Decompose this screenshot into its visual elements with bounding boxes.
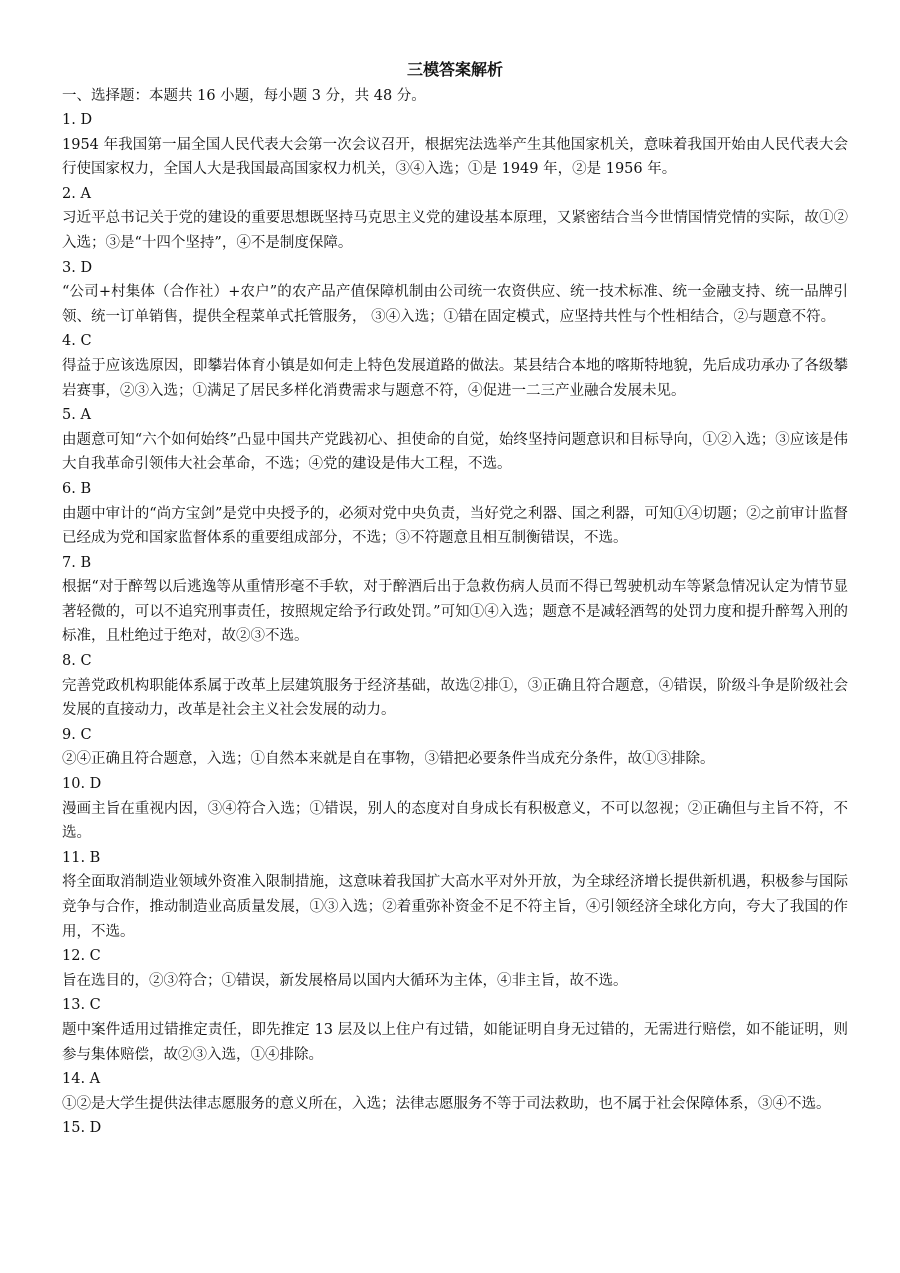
question-explanation: 习近平总书记关于党的建设的重要思想既坚持马克思主义党的建设基本原理，又紧密结合当今世情国情党情的实际，故①②入选；③是“十四个坚持”，④不是制度保障。 xyxy=(62,210,848,251)
question-explanation: 完善党政机构职能体系属于改革上层建筑服务于经济基础，故选②排①，③正确且符合题意，④错误，阶级斗争是阶级社会发展的直接动力，改革是社会主义社会发展的动力。 xyxy=(62,677,848,719)
question-explanation: 由题意可知“六个如何始终”凸显中国共产党践初心、担使命的自觉，始终坚持问题意识和目标导向，①②入选；③应该是伟大自我革命引领伟大社会革命，不选；④党的建设是伟大工程，不选。 xyxy=(62,431,848,473)
question-explanation: “公司+村集体（合作社）+农户”的农产品产值保障机制由公司统一农资供应、统一技术标准、统一金融支持、统一品牌引领、统一订单销售，提供全程菜单式托管服务， ③④入选；①错在固定模式，应坚持共性与个性相结合，②与题意不符。 xyxy=(62,284,848,325)
question-explanation: 漫画主旨在重视内因，③④符合入选；①错误，别人的态度对自身成长有积极意义，不可以忽视；②正确但与主旨不符，不选。 xyxy=(62,800,848,842)
question-number: 11. B xyxy=(62,849,101,866)
question-item xyxy=(62,723,848,772)
question-number: 2. A xyxy=(62,185,91,202)
question-number: 15. D xyxy=(62,1120,102,1137)
question-item xyxy=(62,846,848,944)
question-number: 1. D xyxy=(62,112,93,128)
question-number: 5. A xyxy=(62,407,91,424)
question-item xyxy=(62,182,848,256)
question-explanation: ①②是大学生提供法律志愿服务的意义所在，入选；法律志愿服务不等于司法救助，也不属于社会保障体系，③④不选。 xyxy=(62,1095,831,1112)
question-explanation: 旨在选目的，②③符合；①错误，新发展格局以国内大循环为主体，④非主旨，故不选。 xyxy=(62,972,628,989)
question-item xyxy=(62,329,848,403)
section-heading: 一、选择题：本题共 16 小题，每小题 3 分，共 48 分。 xyxy=(62,88,426,104)
question-explanation: 将全面取消制造业领域外资准入限制措施，这意味着我国扩大高水平对外开放，为全球经济增长提供新机遇，积极参与国际竞争与合作，推动制造业高质量发展，①③入选；②着重弥补资金不足不符主旨，④引领经济全球化方向，夸大了我国的作用，不选。 xyxy=(62,874,848,940)
question-explanation: 得益于应该选原因，即攀岩体育小镇是如何走上特色发展道路的做法。某县结合本地的喀斯特地貌，先后成功承办了各级攀岩赛事，②③入选；①满足了居民多样化消费需求与题意不符，④促进一二三产业融合发展未见。 xyxy=(62,357,848,399)
page-title: 三模答案解析 xyxy=(406,60,503,79)
question-number: 10. D xyxy=(62,776,102,793)
question-number: 8. C xyxy=(62,653,92,670)
question-item xyxy=(62,551,848,649)
question-number: 7. B xyxy=(62,554,92,571)
answer-document xyxy=(62,58,848,1141)
question-explanation: 1954 年我国第一届全国人民代表大会第一次会议召开，根据宪法选举产生其他国家机关，意味着我国开始由人民代表大会行使国家权力，全国人大是我国最高国家权力机关，③④入选；①是 1949 年，②是 1956 年。 xyxy=(62,136,848,178)
question-number: 12. C xyxy=(62,948,101,965)
question-explanation: 题中案件适用过错推定责任，即先推定 13 层及以上住户有过错，如能证明自身无过错的，无需进行赔偿，如不能证明，则参与集体赔偿，故②③入选，①④排除。 xyxy=(62,1021,848,1063)
question-item xyxy=(62,944,848,993)
question-item xyxy=(62,993,848,1067)
question-item xyxy=(62,1067,848,1116)
question-explanation: 根据“对于醉驾以后逃逸等从重情形毫不手软，对于醉酒后出于急救伤病人员而不得已驾驶机动车等紧急情况认定为情节显著轻微的，可以不追究刑事责任，按照规定给予行政处罚。”可知①④入选；题意不是减轻酒驾的处罚力度和提升醉驾入刑的标准，且杜绝过于绝对，故②③不选。 xyxy=(62,579,848,645)
question-item xyxy=(62,649,848,723)
question-item xyxy=(62,772,848,846)
question-number: 3. D xyxy=(62,259,93,276)
question-item xyxy=(62,108,848,182)
question-explanation: 由题中审计的“尚方宝剑”是党中央授予的，必须对党中央负责，当好党之利器、国之利器，可知①④切题；②之前审计监督已经成为党和国家监督体系的重要组成部分，不选；③不符题意且相互制衡错误，不选。 xyxy=(62,505,848,547)
question-item xyxy=(62,1116,848,1141)
question-number: 6. B xyxy=(62,480,92,497)
question-number: 13. C xyxy=(62,997,101,1014)
question-item xyxy=(62,403,848,477)
question-number: 4. C xyxy=(62,333,92,350)
question-explanation: ②④正确且符合题意，入选；①自然本来就是自在事物，③错把必要条件当成充分条件，故①③排除。 xyxy=(62,751,715,768)
question-item xyxy=(62,477,848,551)
question-item xyxy=(62,256,848,330)
question-number: 14. A xyxy=(62,1071,101,1088)
question-number: 9. C xyxy=(62,726,92,743)
